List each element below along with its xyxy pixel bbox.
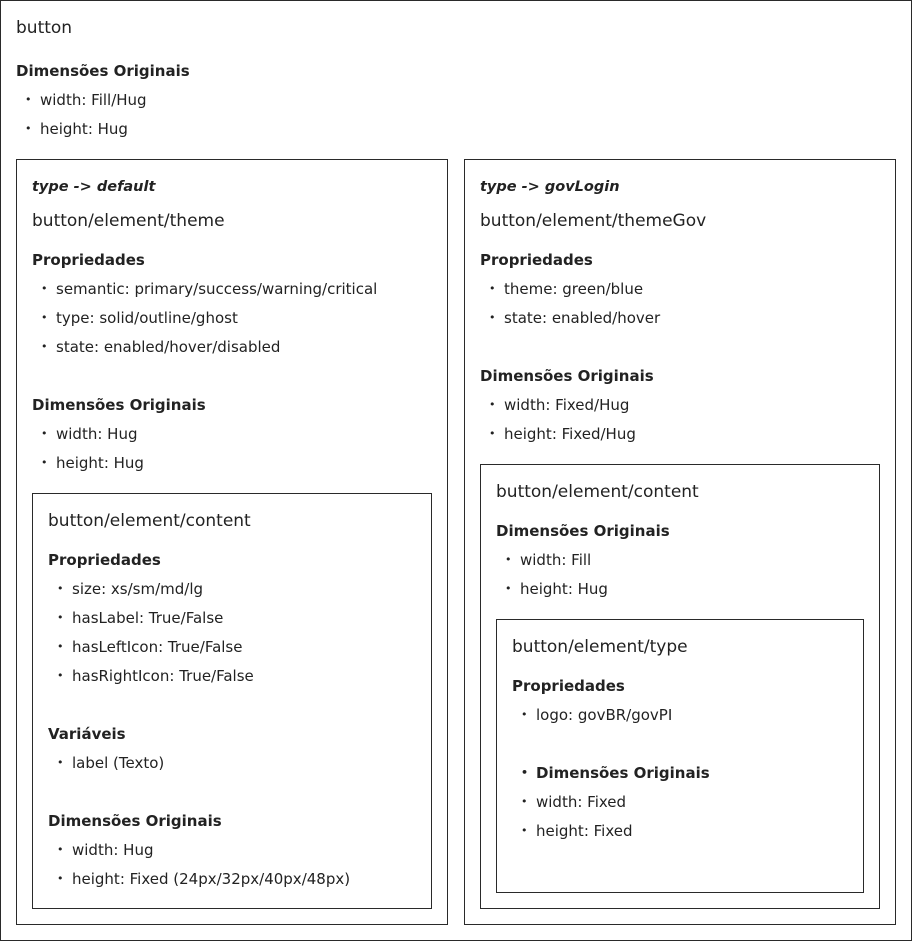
themegov-dim-height: • height: Fixed/Hug [504, 424, 636, 444]
theme-prop-type: • type: solid/outline/ghost [56, 308, 238, 328]
left-content-props-heading: Propriedades [48, 551, 161, 569]
root-dims-heading: Dimensões Originais [16, 62, 190, 80]
right-content-dims-heading: Dimensões Originais [496, 522, 670, 540]
themegov-prop-theme: • theme: green/blue [504, 279, 643, 299]
right-type-label: type -> govLogin [480, 179, 620, 195]
theme-prop-state: • state: enabled/hover/disabled [56, 337, 280, 357]
type-title: button/element/type [512, 637, 688, 657]
theme-props-heading: Propriedades [32, 251, 145, 269]
content-dim-width: • width: Hug [72, 840, 153, 860]
content-prop-hasright: • hasRightIcon: True/False [72, 666, 254, 686]
right-content-title: button/element/content [496, 482, 699, 502]
content-prop-hasleft: • hasLeftIcon: True/False [72, 637, 242, 657]
right-content-dim-height: • height: Hug [520, 579, 608, 599]
left-content-title: button/element/content [48, 511, 251, 531]
content-prop-haslabel: • hasLabel: True/False [72, 608, 223, 628]
root-dim-height: • height: Hug [40, 119, 128, 139]
root-dim-width: • width: Fill/Hug [40, 90, 147, 110]
type-dims-heading: • Dimensões Originais [536, 763, 710, 783]
content-var-label: • label (Texto) [72, 753, 164, 773]
themegov-props-heading: Propriedades [480, 251, 593, 269]
root-title: button [16, 18, 73, 38]
type-dim-height: • height: Fixed [536, 821, 633, 841]
theme-dims-heading: Dimensões Originais [32, 396, 206, 414]
type-dim-width: • width: Fixed [536, 792, 626, 812]
type-props-heading: Propriedades [512, 677, 625, 695]
right-content-dim-width: • width: Fill [520, 550, 591, 570]
type-frame [496, 619, 864, 893]
left-content-vars-heading: Variáveis [48, 725, 126, 743]
theme-dim-height: • height: Hug [56, 453, 144, 473]
themegov-dims-heading: Dimensões Originais [480, 367, 654, 385]
themegov-prop-state: • state: enabled/hover [504, 308, 660, 328]
content-dim-height: • height: Fixed (24px/32px/40px/48px) [72, 869, 350, 889]
theme-title: button/element/theme [32, 211, 225, 231]
left-type-label: type -> default [32, 179, 156, 195]
left-content-dims-heading: Dimensões Originais [48, 812, 222, 830]
themegov-dim-width: • width: Fixed/Hug [504, 395, 629, 415]
type-prop-logo: • logo: govBR/govPI [536, 705, 672, 725]
theme-prop-semantic: • semantic: primary/success/warning/critical [56, 279, 377, 299]
theme-dim-width: • width: Hug [56, 424, 137, 444]
content-prop-size: • size: xs/sm/md/lg [72, 579, 203, 599]
themegov-title: button/element/themeGov [480, 211, 707, 231]
